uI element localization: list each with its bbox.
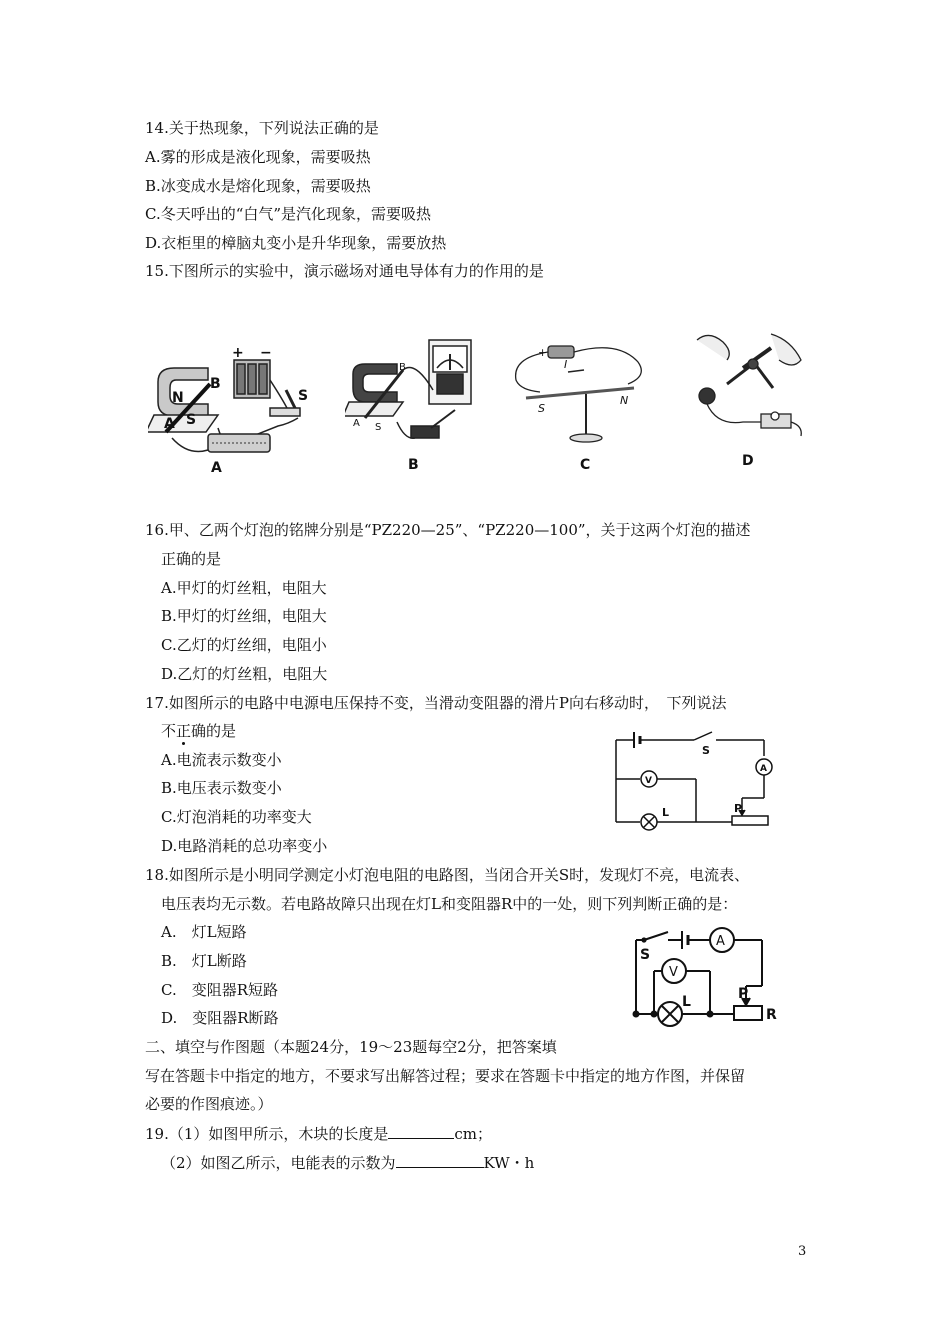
fig-b-mark-b: B [399, 362, 406, 373]
q19-part2-prefix: （2）如图乙所示，电能表的示数为 [161, 1154, 396, 1172]
fig-c-mark-i: I [564, 358, 568, 371]
q15-label-b: B [408, 457, 419, 473]
q16-option-b: B.甲灯的灯丝细，电阻大 [161, 607, 327, 625]
fig-a-mark-b: B [210, 376, 221, 392]
q18-switch-label: S [640, 947, 651, 963]
section2-heading-line1: 二、填空与作图题（本题24分，19～23题每空2分，把答案填 [145, 1038, 557, 1056]
q15-figure-a [148, 340, 318, 485]
fig-a-mark-n: N [172, 390, 184, 406]
fig-a-mark-a: A [164, 416, 175, 432]
q19-part2-unit: KW・h [483, 1154, 535, 1172]
q15-figure-c [508, 336, 658, 456]
q17-lamp-label: L [662, 806, 670, 819]
q19-part1-unit: cm； [454, 1125, 493, 1143]
page-number: 3 [798, 1244, 807, 1259]
q19-part1 [145, 1123, 492, 1144]
fig-a-mark-minus: − [260, 345, 272, 361]
q17-stem-line2 [161, 721, 236, 741]
q16-option-d: D.乙灯的灯丝粗，电阻大 [161, 665, 328, 683]
q19-part2 [161, 1152, 534, 1173]
q17-stem-emphasis: 不正确 [161, 722, 207, 740]
fig-c-mark-n: N [620, 394, 629, 407]
q15-stem: 15.下图所示的实验中，演示磁场对通电导体有力的作用的是 [145, 262, 544, 280]
section2-heading-line3: 必要的作图痕迹。） [145, 1095, 273, 1113]
q18-lamp-label: L [682, 994, 691, 1010]
q18-ammeter-label: A [716, 934, 725, 949]
fig-b-mark-a: A [353, 418, 360, 429]
q17-option-a: A.电流表示数变小 [161, 751, 282, 769]
q15-label-a: A [211, 460, 222, 476]
q18-voltmeter-label: V [669, 965, 678, 980]
q18-slider-label: P [738, 986, 749, 1002]
q18-rheostat-label: R [766, 1007, 777, 1023]
q18-option-d: D. 变阻器R断路 [161, 1009, 279, 1027]
q19-part1-prefix: 19.（1）如图甲所示，木块的长度是 [145, 1125, 389, 1143]
q16-option-c: C.乙灯的灯丝细，电阻小 [161, 636, 327, 654]
q19-part2-answer-blank[interactable] [396, 1152, 484, 1168]
q14-option-d: D.衣柜里的樟脑丸变小是升华现象，需要放热 [145, 234, 447, 252]
q14-stem: 14.关于热现象，下列说法正确的是 [145, 119, 379, 137]
q18-circuit-diagram [610, 926, 790, 1030]
fig-a-mark-s1: S [186, 412, 197, 428]
q15-figure-d [683, 330, 813, 445]
section2-heading-line2: 写在答题卡中指定的地方，不要求写出解答过程；要求在答题卡中指定的地方作图，并保留 [145, 1067, 746, 1085]
q17-switch-label: S [702, 744, 710, 757]
q17-stem-line1: 17.如图所示的电路中电源电压保持不变，当滑动变阻器的滑片P向右移动时， 下列说法 [145, 694, 727, 712]
q15-label-c: C [580, 457, 591, 473]
q16-stem-line2: 正确的是 [161, 550, 222, 568]
q19-part1-answer-blank[interactable] [388, 1123, 454, 1139]
q17-option-b: B.电压表示数变小 [161, 779, 282, 797]
q18-option-b: B. 灯L断路 [161, 952, 247, 970]
q14-option-c: C.冬天呼出的“白气”是汽化现象，需要吸热 [145, 205, 432, 223]
q15-label-d: D [742, 453, 754, 469]
q18-option-a: A. 灯L短路 [161, 923, 247, 941]
q17-option-c: C.灯泡消耗的功率变大 [161, 808, 312, 826]
fig-c-mark-plus: + [538, 346, 548, 359]
q14-option-a: A.雾的形成是液化现象，需要吸热 [145, 148, 371, 166]
q17-slider-label: P [734, 802, 743, 815]
q17-option-d: D.电路消耗的总功率变小 [161, 837, 328, 855]
q17-stem-tail: 的是 [206, 722, 237, 740]
q18-stem-line2: 电压表均无示数。若电路故障只出现在灯L和变阻器R中的一处，则下列判断正确的是： [161, 895, 738, 913]
q17-voltmeter-label: V [645, 776, 652, 786]
q16-stem-line1: 16.甲、乙两个灯泡的铭牌分别是“PZ220—25”、“PZ220—100”，关于这两个灯泡的描述 [145, 521, 751, 539]
q15-figure-b [345, 330, 485, 455]
q17-circuit-diagram [608, 728, 788, 832]
fig-c-mark-s: S [538, 402, 545, 415]
q18-stem-line1: 18.如图所示是小明同学测定小灯泡电阻的电路图，当闭合开关S时，发现灯不亮，电流表、 [145, 866, 750, 884]
q17-ammeter-label: A [760, 764, 767, 774]
q18-option-c: C. 变阻器R短路 [161, 981, 279, 999]
fig-b-mark-s: S [375, 422, 382, 433]
fig-a-mark-s2: S [298, 388, 309, 404]
q14-option-b: B.冰变成水是熔化现象，需要吸热 [145, 177, 371, 195]
fig-a-mark-plus: + [232, 345, 244, 361]
q16-option-a: A.甲灯的灯丝粗，电阻大 [161, 579, 327, 597]
